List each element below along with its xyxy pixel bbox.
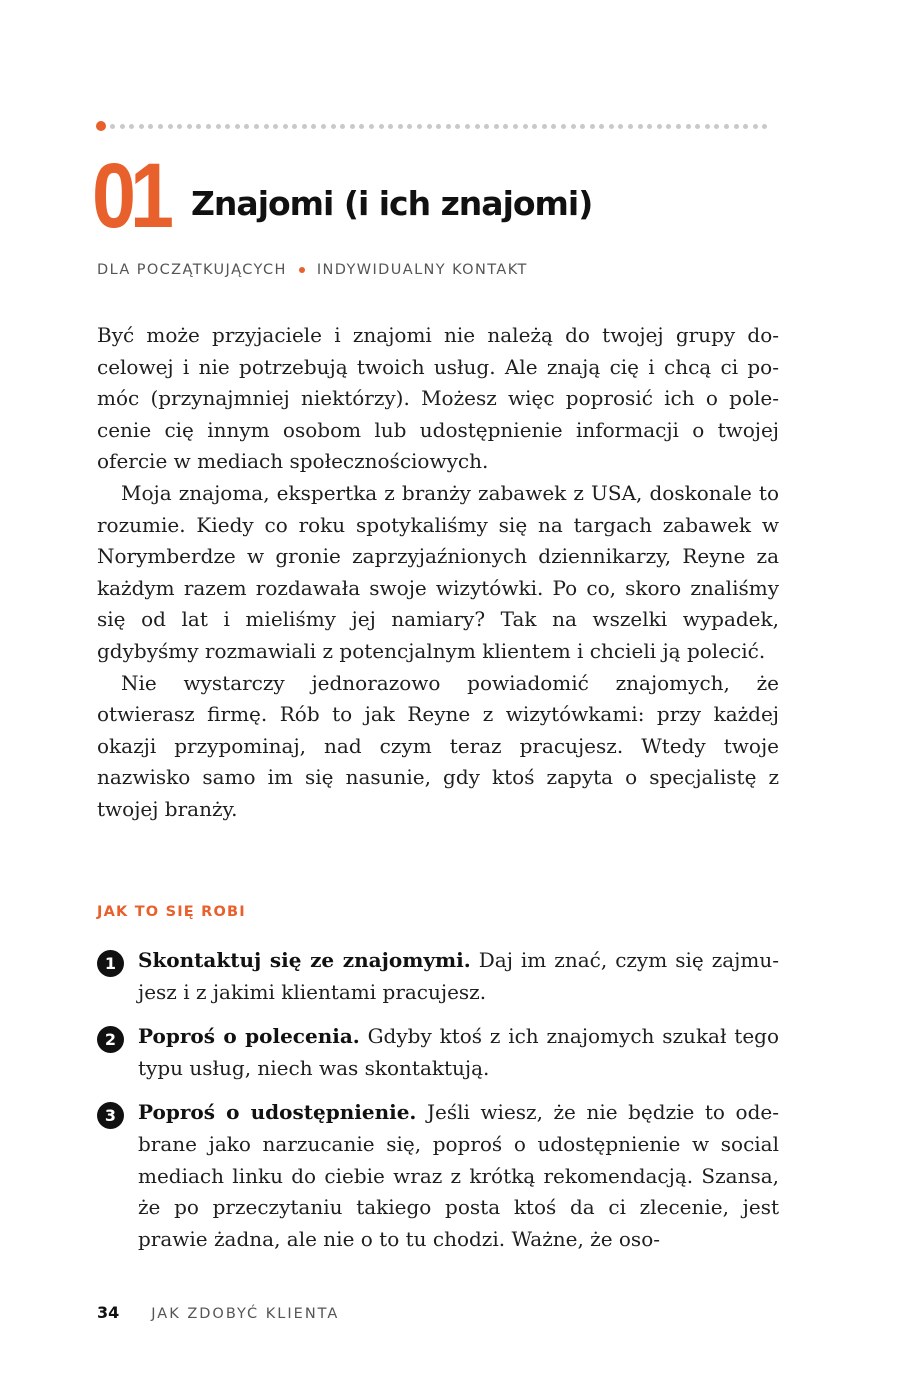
tag-level: DLA POCZĄTKUJĄCYCH	[97, 262, 287, 278]
dot-icon	[244, 124, 249, 129]
dot-icon	[465, 124, 470, 129]
dot-icon	[647, 124, 652, 129]
dot-icon	[196, 124, 201, 129]
dot-icon	[398, 124, 403, 129]
dot-icon	[264, 124, 269, 129]
paragraph: Być może przyjaciele i znajomi nie należą do twojej grupy docelowej i nie potrzebują twoich usług. Ale znają cię i chcą ci pomóc (przynajmniej niektórzy). Możesz więc poprosić ich o polecenie cię innym osobom lub udostępnienie informacji o twojej ofercie w mediach społecznościowych.	[97, 323, 779, 474]
dot-icon	[177, 124, 182, 129]
dot-icon	[494, 124, 499, 129]
step-item	[97, 945, 779, 1008]
running-head: JAK ZDOBYĆ KLIENTA	[151, 1306, 340, 1322]
step-number-icon: 3	[97, 1102, 124, 1129]
step-item	[97, 1021, 779, 1084]
paragraph: Nie wystarczy jednorazowo powiadomić znajomych, że otwierasz firmę. Rób to jak Reyne z wizytówkami: przy każdej okazji przypominaj, nad czym teraz pracujesz. Wtedy twoje nazwisko samo im się nasunie, gdy ktoś zapyta o specjalistę z twojej branży.	[97, 670, 779, 821]
dot-icon	[484, 124, 489, 129]
dot-icon	[148, 124, 153, 129]
steps-list	[97, 945, 779, 1268]
step-text	[138, 1021, 779, 1084]
dot-icon	[120, 124, 125, 129]
dot-icon	[139, 124, 144, 129]
dot-icon	[446, 124, 451, 129]
dot-icon	[475, 124, 480, 129]
dot-icon	[609, 124, 614, 129]
dot-icon	[705, 124, 710, 129]
dot-icon	[331, 124, 336, 129]
dot-icon	[523, 124, 528, 129]
dot-icon	[638, 124, 643, 129]
dot-icon	[686, 124, 691, 129]
dot-icon	[436, 124, 441, 129]
chapter-number: 01	[92, 145, 168, 247]
dot-icon	[724, 124, 729, 129]
dot-icon	[283, 124, 288, 129]
accent-dot-icon	[96, 121, 106, 131]
dot-icon	[187, 124, 192, 129]
body-text	[97, 320, 779, 826]
dot-icon	[734, 124, 739, 129]
dot-icon	[657, 124, 662, 129]
step-description: Jeśli wiesz, że nie będzie to odebrane jako narzucanie się, poproś o udostępnienie w social mediach linku do ciebie wraz z krótką rekomendacją. Szansa, że po przeczytaniu takiego posta ktoś da ci zlecenie, jest prawie żadna, ale nie o to tu chodzi. Ważne, że oso-	[138, 1100, 779, 1251]
dot-icon	[676, 124, 681, 129]
dot-icon	[580, 124, 585, 129]
page-footer	[97, 1303, 339, 1322]
dot-icon	[340, 124, 345, 129]
step-item	[97, 1097, 779, 1255]
tag-contact-type: INDYWIDUALNY KONTAKT	[316, 262, 528, 278]
dot-icon	[503, 124, 508, 129]
step-number-icon: 1	[97, 950, 124, 977]
dot-icon	[666, 124, 671, 129]
step-number-icon: 2	[97, 1026, 124, 1053]
dot-icon	[427, 124, 432, 129]
step-lead: Poproś o udostępnienie.	[138, 1100, 417, 1125]
chapter-tags	[97, 262, 528, 278]
dot-icon	[110, 124, 115, 129]
dot-icon	[359, 124, 364, 129]
dot-icon	[714, 124, 719, 129]
dot-icon	[369, 124, 374, 129]
dot-icon	[158, 124, 163, 129]
dot-icon	[254, 124, 259, 129]
dot-icon	[551, 124, 556, 129]
step-description: Gdyby ktoś z ich znajomych szukał tego typu usług, niech was skontaktują.	[138, 1024, 779, 1080]
dot-icon	[542, 124, 547, 129]
dot-icon	[129, 124, 134, 129]
dot-icon	[225, 124, 230, 129]
dot-icon	[532, 124, 537, 129]
dot-icon	[753, 124, 758, 129]
step-lead: Skontaktuj się ze znajomymi.	[138, 948, 471, 972]
dot-icon	[743, 124, 748, 129]
dot-icon	[273, 124, 278, 129]
step-text	[138, 1097, 779, 1255]
dotted-rule	[96, 121, 772, 131]
dot-icon	[168, 124, 173, 129]
dot-icon	[206, 124, 211, 129]
dot-icon	[571, 124, 576, 129]
dot-icon	[350, 124, 355, 129]
dot-icon	[417, 124, 422, 129]
dot-icon	[311, 124, 316, 129]
dot-icon	[695, 124, 700, 129]
dot-icon	[388, 124, 393, 129]
dot-icon	[455, 124, 460, 129]
dot-icon	[513, 124, 518, 129]
dot-icon	[302, 124, 307, 129]
dot-icon	[762, 124, 767, 129]
dot-icon	[216, 124, 221, 129]
dot-icon	[292, 124, 297, 129]
dot-icon	[590, 124, 595, 129]
dot-icon	[561, 124, 566, 129]
dot-icon	[321, 124, 326, 129]
page-number: 34	[97, 1303, 120, 1322]
paragraph: Moja znajoma, ekspertka z branży zabawek z USA, doskonale to rozumie. Kiedy co roku spotykaliśmy się na targach zabawek w Norymberdze w gronie zaprzyjaźnionych dziennikarzy, Reyne za każdym razem rozdawała swoje wizytówki. Po co, skoro znaliśmy się od lat i mieliśmy jej namiary? Tak na wszelki wypadek, gdybyśmy rozmawiali z potencjalnym klientem i chcieli ją polecić.	[97, 480, 779, 663]
dot-icon	[628, 124, 633, 129]
dot-icon	[407, 124, 412, 129]
dot-icon	[379, 124, 384, 129]
step-description: Daj im znać, czym się zajmujesz i z jakimi klientami pracujesz.	[138, 948, 779, 1004]
step-lead: Poproś o polecenia.	[138, 1024, 360, 1049]
chapter-title: Znajomi (i ich znajomi)	[191, 184, 593, 223]
bullet-separator-icon	[299, 267, 305, 273]
dot-icon	[599, 124, 604, 129]
section-label-howto: JAK TO SIĘ ROBI	[97, 904, 246, 920]
dot-icon	[618, 124, 623, 129]
dot-icon	[235, 124, 240, 129]
step-text	[138, 945, 779, 1008]
